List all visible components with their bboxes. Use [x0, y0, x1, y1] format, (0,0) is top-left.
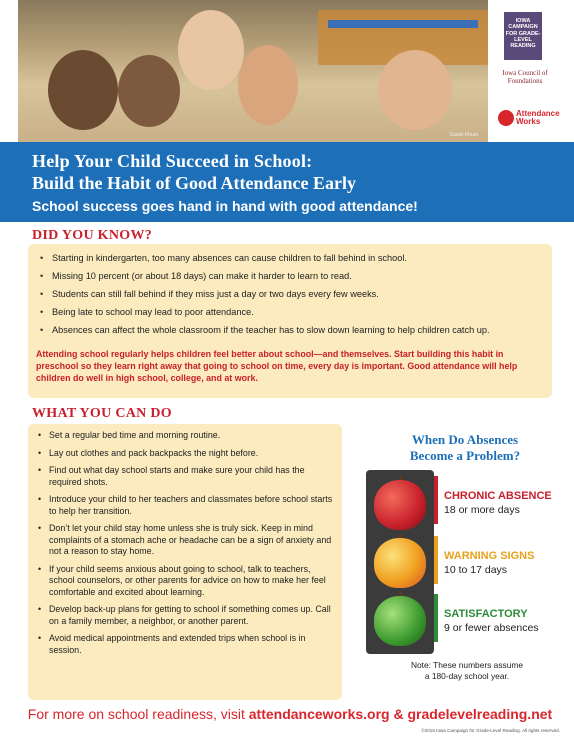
list-item: • Students can still fall behind if they miss just a day or two days every few weeks. [40, 288, 545, 300]
list-item: • Introduce your child to her teachers and classmates before school starts to help her transition. [38, 494, 334, 517]
list-item: • Don’t let your child stay home unless she is truly sick. Keep in mind complaints of a stomach ache or headache can be a sign of anxiety and not a reason to stay home. [38, 523, 334, 558]
did-you-know-heading: DID YOU KNOW? [32, 228, 153, 243]
partner-logos [490, 0, 574, 142]
absences-title-line-2: Become a Problem? [409, 448, 521, 463]
attendance-works-logo-text: Attendance Works [516, 109, 560, 127]
did-you-know-box [28, 244, 552, 398]
photo-child [48, 50, 118, 130]
did-you-know-list [40, 252, 545, 342]
warning-divider [434, 536, 438, 584]
absences-note [392, 660, 542, 682]
subtitle: School success goes hand in hand with good attendance! [32, 198, 418, 214]
absences-title-line-1: When Do Absences [411, 432, 519, 447]
warning-signs-label: WARNING SIGNS [444, 550, 535, 562]
header-photo [18, 0, 488, 142]
attendance-works-logo [492, 104, 562, 138]
photo-child [378, 50, 452, 130]
list-item: • Find out what day school starts and make sure your child has the required shots. [38, 465, 334, 488]
green-apple-icon [374, 596, 426, 646]
title-line-1: Help Your Child Succeed in School: [32, 151, 313, 171]
chronic-divider [434, 476, 438, 524]
yellow-apple-icon [374, 538, 426, 588]
photo-credit: Susan Khurs [449, 132, 478, 138]
photo-shelf-stripe [328, 20, 478, 28]
list-item: • Develop back-up plans for getting to school if something comes up. Call on a family member, a neighbor, or another parent. [38, 604, 334, 627]
footer-prefix: For more on school readiness, visit [27, 706, 249, 722]
what-you-can-do-heading: WHAT YOU CAN DO [32, 406, 172, 421]
chronic-absence-label: CHRONIC ABSENCE [444, 490, 552, 502]
apple-icon [498, 110, 514, 126]
red-apple-icon [374, 480, 426, 530]
what-you-can-do-box [28, 424, 342, 700]
list-item: • Starting in kindergarten, too many absences can cause children to fall behind in school. [40, 252, 545, 264]
what-you-can-do-list [38, 430, 334, 662]
photo-teacher [178, 10, 244, 90]
title-line-2: Build the Habit of Good Attendance Early [32, 173, 357, 193]
absences-title [370, 432, 560, 464]
list-item: • Being late to school may lead to poor attendance. [40, 306, 545, 318]
grade-level-reading-logo: IOWA CAMPAIGN FOR GRADE-LEVEL READING [504, 12, 542, 60]
attendanceworks-link[interactable]: attendanceworks.org [248, 706, 390, 722]
attendance-callout: Attending school regularly helps children feel better about school—and themselves. Start building this habit in preschool so they learn right away that going to school on time, every day is important. Good attendance will help children do well in high school, college, and at work. [36, 349, 518, 383]
footer-ampersand: & [389, 706, 408, 722]
list-item: • Avoid medical appointments and extended trips when school is in session. [38, 633, 334, 656]
photo-child [238, 45, 298, 125]
gradelevelreading-link[interactable]: gradelevelreading.net [407, 706, 553, 722]
apple-traffic-light [366, 470, 434, 654]
list-item: • Lay out clothes and pack backpacks the night before. [38, 448, 334, 460]
title-banner [0, 142, 574, 222]
copyright: ©2015 Iowa Campaign for Grade-Level Reading. All rights reserved. [421, 728, 560, 733]
satisfactory-label: SATISFACTORY [444, 608, 528, 620]
chronic-absence-detail: 18 or more days [444, 504, 520, 516]
list-item: • Absences can affect the whole classroom if the teacher has to slow down learning to help children catch up. [40, 324, 545, 336]
list-item: • Set a regular bed time and morning routine. [38, 430, 334, 442]
note-line-1: Note: These numbers assume [410, 660, 524, 670]
list-item: • If your child seems anxious about going to school, talk to teachers, school counselors, or other parents for advice on how to make her feel comfortable and excited about learning. [38, 564, 334, 599]
photo-child [118, 55, 180, 127]
footer [20, 706, 560, 722]
list-item: • Missing 10 percent (or about 18 days) can make it harder to learn to read. [40, 270, 545, 282]
iowa-council-foundations-logo: Iowa Council of Foundations [502, 69, 548, 85]
warning-signs-detail: 10 to 17 days [444, 564, 508, 576]
satisfactory-detail: 9 or fewer absences [444, 622, 539, 634]
note-line-2: a 180-day school year. [424, 671, 510, 681]
satisfactory-divider [434, 594, 438, 642]
